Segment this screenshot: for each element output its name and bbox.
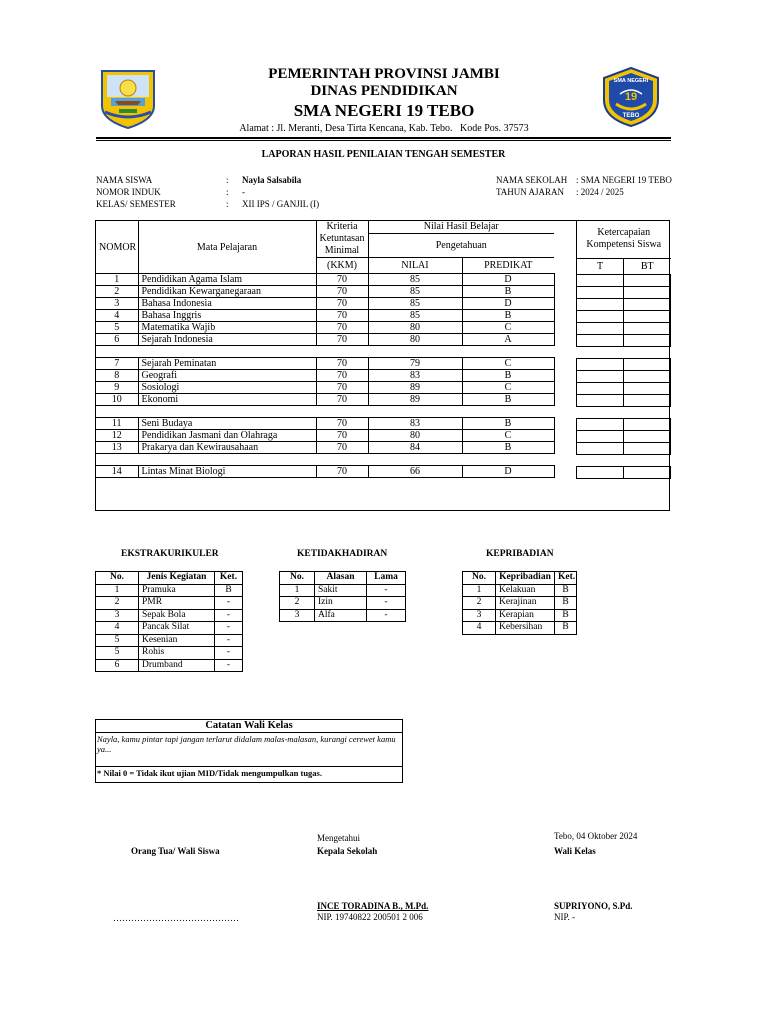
catatan-note: * Nilai 0 = Tidak ikut ujian MID/Tidak mengumpulkan tugas. <box>97 768 322 778</box>
kepsek-nip: NIP. 19740822 200501 2 006 <box>317 912 423 922</box>
ekskul-cell: - <box>215 622 243 635</box>
kompetensi-row <box>577 394 671 406</box>
absen-row <box>280 609 406 622</box>
col-nilai-hasil-belajar: Nilai Hasil Belajar <box>368 221 554 233</box>
grade-kkm: 70 <box>316 358 368 370</box>
header-department: DINAS PENDIDIKAN <box>310 83 458 99</box>
parent-label: Orang Tua/ Wali Siswa <box>131 846 220 856</box>
kompetensi-t <box>577 382 624 394</box>
mengetahui: Mengetahui <box>317 833 360 843</box>
kompetensi-row <box>577 358 671 370</box>
school-logo-bottom-text: TEBO <box>622 113 640 119</box>
grade-row <box>96 274 554 286</box>
grade-no: 6 <box>96 334 138 346</box>
kepribadian-cell: 3 <box>463 609 496 622</box>
grade-row <box>96 382 554 394</box>
kompetensi-t <box>577 418 624 430</box>
wali-label: Wali Kelas <box>554 846 596 856</box>
absen-row <box>280 584 406 597</box>
kompetensi-t <box>577 274 624 286</box>
school-logo-number: 19 <box>624 91 638 103</box>
ekskul-cell: - <box>215 659 243 672</box>
class-colon: : <box>226 199 229 209</box>
grade-kkm: 70 <box>316 370 368 382</box>
ekskul-row <box>96 622 243 635</box>
grade-nilai: 83 <box>368 418 462 430</box>
grade-no: 12 <box>96 430 138 442</box>
grade-subject: Geografi <box>138 370 316 382</box>
grade-row <box>96 442 554 454</box>
kepribadian-row <box>463 584 577 597</box>
absen-cell: - <box>367 597 406 610</box>
nis-colon: : <box>226 187 229 197</box>
grade-row <box>96 310 554 322</box>
kepribadian-table <box>462 571 577 635</box>
report-title: LAPORAN HASIL PENILAIAN TENGAH SEMESTER <box>261 149 506 160</box>
kepribadian-row <box>463 622 577 635</box>
grade-predikat: D <box>462 466 554 478</box>
ekskul-cell: 5 <box>96 634 139 647</box>
kepribadian-cell: B <box>555 597 577 610</box>
grade-subject: Sejarah Peminatan <box>138 358 316 370</box>
grade-nilai: 85 <box>368 298 462 310</box>
kompetensi-t <box>577 322 624 334</box>
grade-predikat: B <box>462 418 554 430</box>
ekskul-cell: 4 <box>96 622 139 635</box>
grade-no: 8 <box>96 370 138 382</box>
kompetensi-row <box>577 286 671 298</box>
grades-table <box>96 221 555 478</box>
ekskul-row <box>96 597 243 610</box>
grade-kkm: 70 <box>316 334 368 346</box>
ekskul-cell: 1 <box>96 584 139 597</box>
kompetensi-table <box>576 221 671 479</box>
grade-kkm: 70 <box>316 382 368 394</box>
grade-subject: Seni Budaya <box>138 418 316 430</box>
kompetensi-bt <box>624 466 671 478</box>
col-kompetensi: Ketercapaian Kompetensi Siswa <box>577 221 671 258</box>
kompetensi-t <box>577 442 624 454</box>
kompetensi-bt <box>624 298 671 310</box>
catatan-title: Catatan Wali Kelas <box>96 720 402 733</box>
absen-row <box>280 597 406 610</box>
nis-label: NOMOR INDUK <box>96 187 161 197</box>
grade-kkm: 70 <box>316 274 368 286</box>
student-nis: - <box>242 187 245 197</box>
kepribadian-title: KEPRIBADIAN <box>486 549 554 559</box>
grade-row <box>96 334 554 346</box>
ekskul-header: Jenis Kegiatan <box>139 572 215 585</box>
grade-predikat: D <box>462 274 554 286</box>
student-name: Nayla Salsabila <box>242 175 302 185</box>
ekskul-row <box>96 659 243 672</box>
kompetensi-bt <box>624 370 671 382</box>
kompetensi-bt <box>624 358 671 370</box>
name-label: NAMA SISWA <box>96 175 153 185</box>
ekskul-cell: Drumband <box>139 659 215 672</box>
absen-header: Lama <box>367 572 406 585</box>
grade-nilai: 83 <box>368 370 462 382</box>
kompetensi-row <box>577 430 671 442</box>
grade-nilai: 85 <box>368 310 462 322</box>
kompetensi-t <box>577 430 624 442</box>
grade-subject: Matematika Wajib <box>138 322 316 334</box>
absen-table <box>279 571 406 622</box>
kepribadian-cell: B <box>555 584 577 597</box>
ekskul-row <box>96 647 243 660</box>
kompetensi-bt <box>624 334 671 346</box>
kompetensi-row <box>577 334 671 346</box>
kepribadian-header: No. <box>463 572 496 585</box>
grade-nilai: 85 <box>368 274 462 286</box>
kompetensi-row <box>577 274 671 286</box>
col-bt: BT <box>624 258 671 274</box>
grade-subject: Sejarah Indonesia <box>138 334 316 346</box>
ekskul-row <box>96 609 243 622</box>
grade-no: 7 <box>96 358 138 370</box>
grades-separator <box>96 406 554 418</box>
absen-cell: 3 <box>280 609 315 622</box>
col-nomor: NOMOR <box>96 221 138 274</box>
grade-row <box>96 394 554 406</box>
absen-cell: Sakit <box>315 584 367 597</box>
student-info-right <box>496 174 672 198</box>
grade-nilai: 80 <box>368 322 462 334</box>
grade-subject: Bahasa Indonesia <box>138 298 316 310</box>
ekskul-title: EKSTRAKURIKULER <box>121 549 219 559</box>
grade-predikat: B <box>462 310 554 322</box>
kepribadian-header: Kepribadian <box>496 572 555 585</box>
grade-nilai: 89 <box>368 394 462 406</box>
grade-predikat: C <box>462 382 554 394</box>
grade-row <box>96 466 554 478</box>
kepribadian-cell: B <box>555 622 577 635</box>
grade-predikat: B <box>462 394 554 406</box>
kompetensi-t <box>577 370 624 382</box>
kompetensi-bt <box>624 442 671 454</box>
grade-nilai: 84 <box>368 442 462 454</box>
ekskul-cell: 5 <box>96 647 139 660</box>
col-t: T <box>577 258 624 274</box>
grade-nilai: 79 <box>368 358 462 370</box>
year-value: : 2024 / 2025 <box>576 187 624 197</box>
kompetensi-bt <box>624 274 671 286</box>
grade-no: 3 <box>96 298 138 310</box>
absen-cell: 1 <box>280 584 315 597</box>
kompetensi-row <box>577 298 671 310</box>
ekskul-cell: - <box>215 609 243 622</box>
ekskul-table <box>95 571 243 672</box>
kepribadian-row <box>463 597 577 610</box>
year-label: TAHUN AJARAN <box>496 187 565 197</box>
grade-kkm: 70 <box>316 322 368 334</box>
absen-cell: - <box>367 584 406 597</box>
parent-sign-line: …………………………………… <box>113 913 239 923</box>
grade-no: 1 <box>96 274 138 286</box>
grades-separator <box>96 454 554 466</box>
grade-row <box>96 418 554 430</box>
grade-kkm: 70 <box>316 442 368 454</box>
ekskul-header: Ket. <box>215 572 243 585</box>
kepsek-name: INCE TORADINA B., M.Pd. <box>317 901 429 911</box>
grade-predikat: D <box>462 298 554 310</box>
absen-cell: - <box>367 609 406 622</box>
header-government: PEMERINTAH PROVINSI JAMBI <box>268 66 500 82</box>
grade-no: 2 <box>96 286 138 298</box>
grade-no: 9 <box>96 382 138 394</box>
grade-nilai: 80 <box>368 430 462 442</box>
name-colon: : <box>226 175 229 185</box>
col-pengetahuan: Pengetahuan <box>368 233 554 257</box>
kompetensi-t <box>577 286 624 298</box>
grades-separator <box>96 346 554 358</box>
kompetensi-separator <box>577 346 671 358</box>
absen-header: Alasan <box>315 572 367 585</box>
kompetensi-bt <box>624 322 671 334</box>
grade-nilai: 66 <box>368 466 462 478</box>
ekskul-row <box>96 634 243 647</box>
student-class: XII IPS / GANJIL (I) <box>242 199 320 209</box>
school-label: NAMA SEKOLAH <box>496 175 568 185</box>
kompetensi-row <box>577 382 671 394</box>
grade-subject: Prakarya dan Kewirausahaan <box>138 442 316 454</box>
grade-subject: Pendidikan Kewarganegaraan <box>138 286 316 298</box>
absen-title: KETIDAKHADIRAN <box>297 549 388 559</box>
kepribadian-cell: 1 <box>463 584 496 597</box>
ekskul-cell: 2 <box>96 597 139 610</box>
grade-row <box>96 370 554 382</box>
kepribadian-cell: Kebersihan <box>496 622 555 635</box>
kompetensi-t <box>577 394 624 406</box>
ekskul-row <box>96 584 243 597</box>
kompetensi-row <box>577 442 671 454</box>
grade-subject: Bahasa Inggris <box>138 310 316 322</box>
grade-row <box>96 358 554 370</box>
kompetensi-bt <box>624 394 671 406</box>
kepribadian-cell: Kerajinan <box>496 597 555 610</box>
kepribadian-cell: 4 <box>463 622 496 635</box>
wali-nip: NIP. - <box>554 912 576 922</box>
jambi-province-logo <box>97 68 159 130</box>
grade-predikat: B <box>462 442 554 454</box>
kompetensi-row <box>577 322 671 334</box>
header-school-name: SMA NEGERI 19 TEBO <box>293 101 475 120</box>
grade-predikat: A <box>462 334 554 346</box>
school-logo-top-text: SMA NEGERI <box>613 78 649 84</box>
school-value: : SMA NEGERI 19 TEBO <box>576 175 672 185</box>
grade-no: 4 <box>96 310 138 322</box>
kompetensi-t <box>577 298 624 310</box>
grade-kkm: 70 <box>316 430 368 442</box>
grade-no: 14 <box>96 466 138 478</box>
kompetensi-t <box>577 358 624 370</box>
col-nilai: NILAI <box>368 258 462 274</box>
student-info-left <box>96 174 319 210</box>
grade-kkm: 70 <box>316 394 368 406</box>
absen-header: No. <box>280 572 315 585</box>
grade-no: 11 <box>96 418 138 430</box>
catatan-box <box>95 719 403 783</box>
grade-subject: Ekonomi <box>138 394 316 406</box>
grade-row <box>96 298 554 310</box>
kompetensi-row <box>577 418 671 430</box>
kompetensi-t <box>577 310 624 322</box>
ekskul-cell: B <box>215 584 243 597</box>
grade-predikat: B <box>462 370 554 382</box>
grade-predikat: C <box>462 358 554 370</box>
absen-cell: Alfa <box>315 609 367 622</box>
kompetensi-t <box>577 466 624 478</box>
grade-subject: Lintas Minat Biologi <box>138 466 316 478</box>
grade-subject: Sosiologi <box>138 382 316 394</box>
ekskul-cell: - <box>215 647 243 660</box>
col-predikat: PREDIKAT <box>462 258 554 274</box>
grade-nilai: 80 <box>368 334 462 346</box>
grade-kkm: 70 <box>316 418 368 430</box>
ekskul-cell: Rohis <box>139 647 215 660</box>
kompetensi-row <box>577 466 671 478</box>
ekskul-cell: Sepak Bola <box>139 609 215 622</box>
col-kkm-desc: Kriteria Ketuntasan Minimal <box>316 221 368 258</box>
kompetensi-row <box>577 310 671 322</box>
kepribadian-cell: Kerapian <box>496 609 555 622</box>
grade-no: 10 <box>96 394 138 406</box>
grade-kkm: 70 <box>316 466 368 478</box>
ekskul-cell: 6 <box>96 659 139 672</box>
catatan-text: Nayla, kamu pintar tapi jangan terlarut didalam malas-malasan, kurangi cerewet kamu ya... <box>96 733 402 767</box>
grade-no: 13 <box>96 442 138 454</box>
header-address: Alamat : Jl. Meranti, Desa Tirta Kencana, Kab. Tebo. Kode Pos. 37573 <box>239 123 529 134</box>
grade-row <box>96 322 554 334</box>
sign-date: Tebo, 04 Oktober 2024 <box>554 831 638 841</box>
grade-row <box>96 430 554 442</box>
kompetensi-bt <box>624 418 671 430</box>
grade-kkm: 70 <box>316 298 368 310</box>
absen-cell: Izin <box>315 597 367 610</box>
kompetensi-bt <box>624 310 671 322</box>
ekskul-cell: 3 <box>96 609 139 622</box>
ekskul-cell: Pramuka <box>139 584 215 597</box>
ekskul-cell: Kesenian <box>139 634 215 647</box>
kepsek-label: Kepala Sekolah <box>317 846 378 856</box>
kompetensi-separator <box>577 454 671 466</box>
grade-predikat: C <box>462 430 554 442</box>
header-divider <box>96 137 671 141</box>
ekskul-cell: - <box>215 634 243 647</box>
kompetensi-bt <box>624 430 671 442</box>
grade-predikat: B <box>462 286 554 298</box>
ekskul-header: No. <box>96 572 139 585</box>
kepribadian-cell: Kelakuan <box>496 584 555 597</box>
kompetensi-t <box>577 334 624 346</box>
grade-subject: Pendidikan Jasmani dan Olahraga <box>138 430 316 442</box>
grade-no: 5 <box>96 322 138 334</box>
grade-kkm: 70 <box>316 310 368 322</box>
school-logo <box>600 66 662 128</box>
grade-predikat: C <box>462 322 554 334</box>
absen-cell: 2 <box>280 597 315 610</box>
wali-name: SUPRIYONO, S.Pd. <box>554 901 633 911</box>
kompetensi-bt <box>624 382 671 394</box>
grade-nilai: 85 <box>368 286 462 298</box>
kepribadian-header: Ket. <box>555 572 577 585</box>
kompetensi-row <box>577 370 671 382</box>
kompetensi-bt <box>624 286 671 298</box>
grade-row <box>96 286 554 298</box>
grade-subject: Pendidikan Agama Islam <box>138 274 316 286</box>
kepribadian-row <box>463 609 577 622</box>
kepribadian-cell: B <box>555 609 577 622</box>
grade-nilai: 89 <box>368 382 462 394</box>
ekskul-cell: PMR <box>139 597 215 610</box>
ekskul-cell: Pancak Silat <box>139 622 215 635</box>
kompetensi-separator <box>577 406 671 418</box>
grade-kkm: 70 <box>316 286 368 298</box>
col-mata-pelajaran: Mata Pelajaran <box>138 221 316 274</box>
ekskul-cell: - <box>215 597 243 610</box>
class-label: KELAS/ SEMESTER <box>96 199 176 209</box>
col-kkm: (KKM) <box>316 258 368 274</box>
kepribadian-cell: 2 <box>463 597 496 610</box>
